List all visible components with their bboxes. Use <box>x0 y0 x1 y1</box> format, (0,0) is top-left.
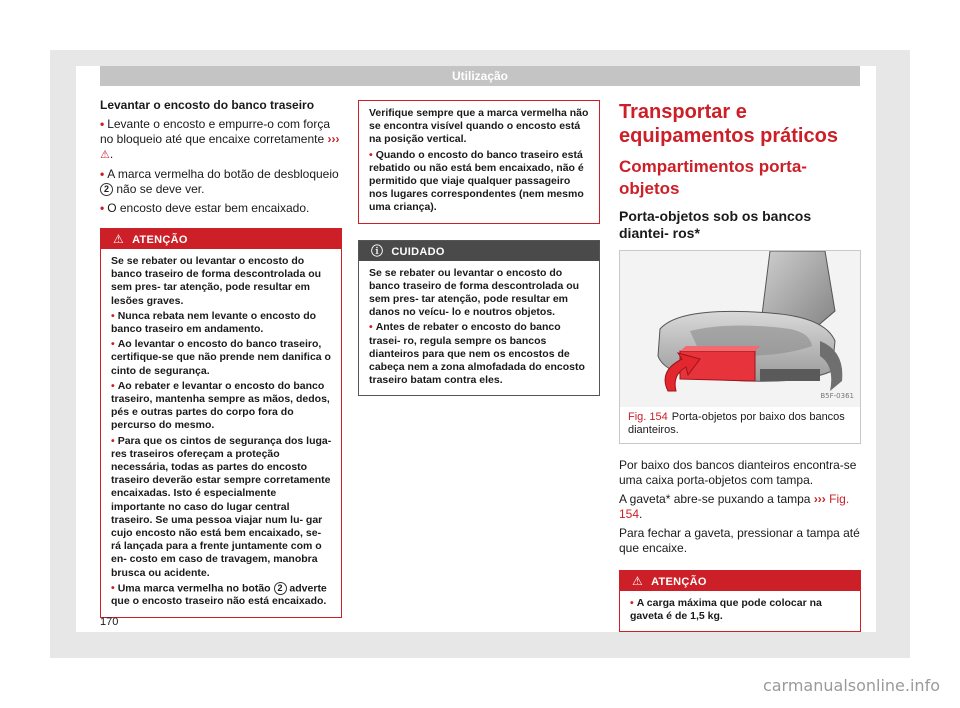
list-item: • A marca vermelha do botão de desbloqueio 2 não se deve ver. <box>100 167 339 196</box>
warning-intro: Verifique sempre que a marca vermelha não se encontra visível quando o encosto está na posição vertical. <box>369 107 589 146</box>
column-middle <box>358 100 600 396</box>
figure <box>619 250 861 444</box>
warning-item: • Para que os cintos de segurança dos luga- res traseiros ofereçam a proteção necessária, todas as partes do encosto traseiro deverão estar sempre corretamente encaixadas. Isto é especialmente importante no caso do lugar central traseiro. Se uma pessoa viajar num lu- gar cujo encosto não está bem encaixado, se- rá lançada para a frente juntamente com o en- costo em caso de travagem, manobra brusca ou acidente. <box>111 434 332 579</box>
caution-item: • Antes de rebater o encosto do banco trasei- ro, regula sempre os bancos dianteiros para que nem os encostos de cabeça nem a zona almofadada do encosto traseiro batam contra eles. <box>369 321 585 387</box>
warning-header: ⚠ ATENÇÃO <box>101 229 341 249</box>
warning-header: ⚠ ATENÇÃO <box>620 571 860 591</box>
figure-caption: Fig. 154 Porta-objetos por baixo dos bancos dianteiros. <box>628 411 845 436</box>
reference-arrow-icon[interactable]: ››› <box>327 132 340 146</box>
subsection-title: Porta-objetos sob os bancos diantei- ros* <box>619 208 812 241</box>
bullet-icon: • <box>100 117 105 131</box>
warning-item: • Quando o encosto do banco traseiro está rebatido ou não está bem encaixado, não é permitido que viaje qualquer passageiro nos lugares correspondentes (nem mesmo uma criança). <box>369 148 584 214</box>
subheading: Levantar o encosto do banco traseiro <box>100 98 315 112</box>
bullet-icon: • <box>100 167 105 181</box>
warning-triangle-icon: ⚠ <box>632 574 644 588</box>
caution-body <box>359 261 599 396</box>
watermark: carmanualsonline.info <box>762 676 940 695</box>
bullet-icon: • <box>369 148 373 161</box>
seat-drawer-illustration <box>620 251 860 407</box>
warning-body <box>101 249 341 617</box>
bullet-icon: • <box>630 597 634 609</box>
bullet-icon: • <box>111 582 115 595</box>
warning-triangle-icon[interactable]: ⚠ <box>100 149 110 161</box>
paragraph: Por baixo dos bancos dianteiros encontra-se uma caixa porta-objetos com tampa. <box>619 458 857 487</box>
bullet-icon: • <box>111 309 115 322</box>
section-title: Compartimentos porta-objetos <box>619 157 807 198</box>
warning-triangle-icon: ⚠ <box>113 232 125 246</box>
warning-item: • Uma marca vermelha no botão 2 adverte que o encosto traseiro não está encaixado. <box>111 582 327 608</box>
warning-item: • Ao rebater e levantar o encosto do banco traseiro, mantenha sempre as mãos, dedos, pés e outras partes do corpo fora do percurso do mesmo. <box>111 379 330 432</box>
callout-number: 2 <box>100 183 113 196</box>
bullet-icon: • <box>111 434 115 447</box>
info-circle-icon: ⓘ <box>371 243 384 258</box>
list-item: • O encosto deve estar bem encaixado. <box>100 201 310 215</box>
warning-item: • A carga máxima que pode colocar na gaveta é de 1,5 kg. <box>630 597 822 623</box>
reference-arrow-icon[interactable]: ››› <box>813 492 826 506</box>
caution-box <box>358 240 600 397</box>
callout-number: 2 <box>274 582 287 595</box>
bullet-icon: • <box>111 379 115 392</box>
caution-header: ⓘ CUIDADO <box>359 241 599 261</box>
paragraph: Para fechar a gaveta, pressionar a tampa até que encaixe. <box>619 526 860 555</box>
paragraph: A gaveta* abre-se puxando a tampa ››› Fig. 154. <box>619 492 850 521</box>
warning-box <box>100 228 342 618</box>
column-left <box>100 98 342 618</box>
warning-body <box>359 101 599 223</box>
page-number: 170 <box>100 616 119 628</box>
figure-link[interactable]: Fig. 154 <box>619 492 850 521</box>
warning-intro: Se se rebater ou levantar o encosto do banco traseiro de forma descontrolada ou sem pres- tar atenção, pode resultar em lesões graves. <box>111 255 322 307</box>
section-header: Utilização <box>100 66 860 86</box>
warning-box <box>619 570 861 632</box>
warning-continuation-box <box>358 100 600 224</box>
warning-item: • Nunca rebata nem levante o encosto do banco traseiro em andamento. <box>111 309 317 336</box>
column-right <box>619 100 861 632</box>
list-item: • Levante o encosto e empurre-o com força no bloqueio até que encaixe corretamente ››› ⚠. <box>100 117 340 161</box>
chapter-title: Transportar e equipamentos práticos <box>619 101 838 147</box>
warning-body <box>620 591 860 631</box>
seat-illustration-icon <box>620 251 860 407</box>
bullet-icon: • <box>111 338 115 351</box>
bullet-icon: • <box>100 201 105 215</box>
bullet-icon: • <box>369 321 373 334</box>
caution-intro: Se se rebater ou levantar o encosto do banco traseiro de forma descontrolada ou sem pres- tar atenção, pode resultar em danos no veícu- lo e noutros objetos. <box>369 266 580 319</box>
figure-number: Fig. 154 <box>628 411 668 423</box>
figure-code: B5F-0361 <box>820 392 854 400</box>
warning-item: • Ao levantar o encosto do banco traseiro, certifique-se que não prende nem danifica o cinto de segurança. <box>111 338 331 377</box>
